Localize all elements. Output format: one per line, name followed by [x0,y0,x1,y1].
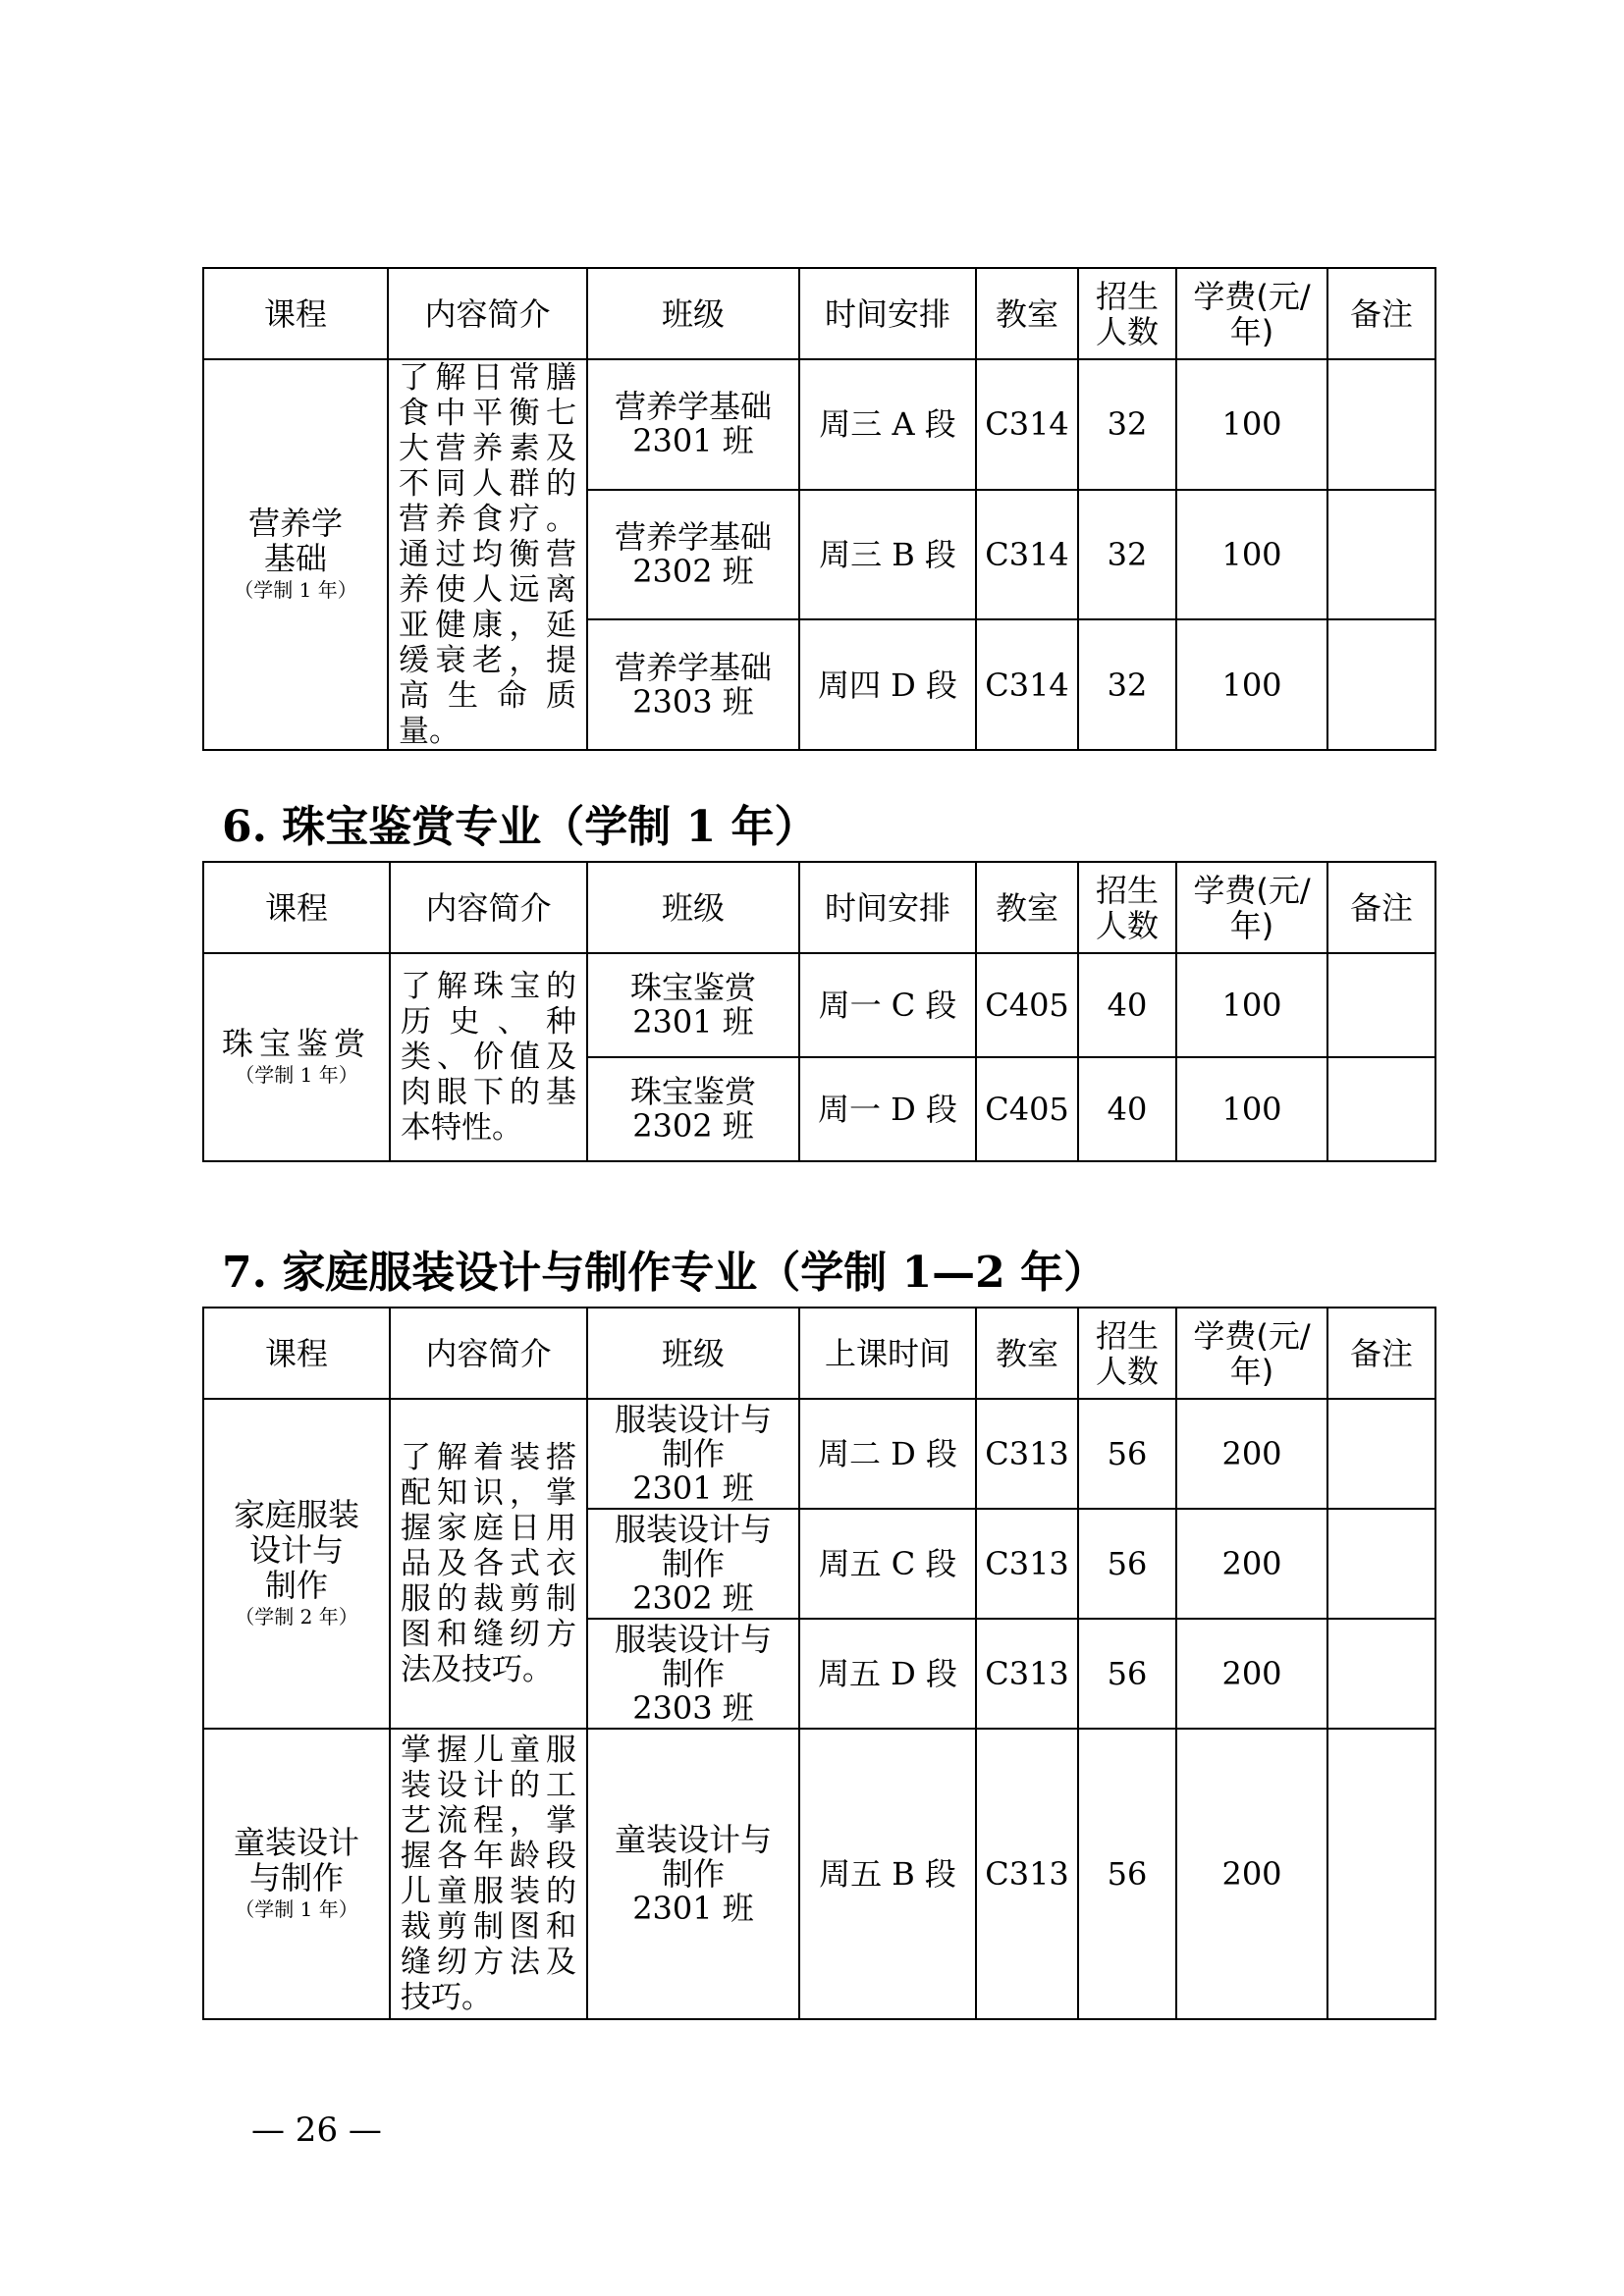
note-cell [1327,1057,1435,1161]
time-cell: 周五 B 段 [799,1729,976,2019]
header-fee-text: 学费(元/年) [1193,1316,1311,1390]
class-cell [587,953,799,1057]
room-cell: C313 [976,1619,1078,1729]
header-course: 课程 [203,1308,390,1399]
fee-cell: 100 [1176,490,1327,620]
room-cell: C314 [976,619,1078,750]
enrollment-cell: 40 [1078,953,1176,1057]
header-enrollment [1078,862,1176,953]
course-intro: 了解珠宝的历史、种类、价值及肉眼下的基本特性。 [401,969,576,1146]
time-cell: 周二 D 段 [799,1399,976,1509]
intro-cell [388,359,587,750]
header-room: 教室 [976,1308,1078,1399]
header-note: 备注 [1327,1308,1435,1399]
course-intro: 掌握儿童服装设计的工艺流程，掌握各年龄段儿童服装的裁剪制图和缝纫方法及技巧。 [401,1733,576,2015]
course-name-line1: 营养学 [247,505,343,542]
header-room: 教室 [976,268,1078,359]
class-cell [587,1729,799,2019]
course-cell [203,1399,390,1729]
course-name-line2: 与制作 [248,1859,344,1896]
table-row [203,359,1435,490]
fee-cell: 200 [1176,1509,1327,1619]
course-name: 珠宝鉴赏 [221,1025,371,1062]
course-cell [203,1729,390,2019]
class-name: 营养学基础 [614,648,772,686]
page-number: — 26 — [251,2110,382,2150]
class-cell [587,359,799,490]
header-enrollment [1078,268,1176,359]
enrollment-cell: 32 [1078,619,1176,750]
class-cell [587,1619,799,1729]
header-intro: 内容简介 [388,268,587,359]
note-cell [1327,1509,1435,1619]
room-cell: C314 [976,359,1078,490]
time-cell: 周一 D 段 [799,1057,976,1161]
header-fee-text: 学费(元/年) [1193,871,1311,944]
enrollment-cell: 32 [1078,490,1176,620]
class-cell [587,619,799,750]
course-intro: 了解日常膳食中平衡七大营养素及不同人群的营养食疗。通过均衡营养使人远离亚健康，延缓衰老，提高生命质量。 [399,360,576,749]
class-cell [587,1057,799,1161]
time-cell: 周三 B 段 [799,490,976,620]
class-number: 2302 班 [632,552,754,590]
course-name-line2: 设计与 [248,1531,344,1569]
header-class: 班级 [587,1308,799,1399]
time-cell: 周五 D 段 [799,1619,976,1729]
header-fee [1176,268,1327,359]
room-cell: C313 [976,1509,1078,1619]
course-name-line1: 家庭服装 [233,1496,359,1533]
enrollment-cell: 56 [1078,1399,1176,1509]
course-duration: （学制 1 年） [234,578,357,602]
fee-cell: 100 [1176,1057,1327,1161]
class-number: 2301 班 [632,1889,754,1927]
room-cell: C405 [976,1057,1078,1161]
class-name: 服装设计与 [614,1400,772,1438]
course-cell [203,953,390,1161]
enrollment-cell: 56 [1078,1729,1176,2019]
header-intro: 内容简介 [390,862,587,953]
note-cell [1327,1399,1435,1509]
fee-cell: 100 [1176,619,1327,750]
header-enrollment-text: 招生人数 [1095,277,1159,350]
room-cell: C313 [976,1729,1078,2019]
class-name: 服装设计与 [614,1510,772,1548]
fee-cell: 100 [1176,359,1327,490]
room-cell: C313 [976,1399,1078,1509]
class-name: 珠宝鉴赏 [629,1073,756,1110]
table-header-row [203,862,1435,953]
fee-cell: 200 [1176,1399,1327,1509]
note-cell [1327,619,1435,750]
class-name: 珠宝鉴赏 [629,969,756,1006]
class-number: 2303 班 [632,682,754,721]
class-name-2: 制作 [661,1854,725,1893]
class-cell [587,1399,799,1509]
table-row [203,1399,1435,1509]
class-name-2: 制作 [661,1654,725,1692]
note-cell [1327,953,1435,1057]
class-name: 服装设计与 [614,1620,772,1658]
intro-cell [390,1729,587,2019]
header-room: 教室 [976,862,1078,953]
class-cell [587,1509,799,1619]
course-duration: （学制 1 年） [235,1897,358,1921]
note-cell [1327,1619,1435,1729]
course-duration: （学制 1 年） [235,1063,358,1087]
clothing-table [202,1307,1436,2020]
header-course: 课程 [203,268,388,359]
table-header-row [203,268,1435,359]
time-cell: 周一 C 段 [799,953,976,1057]
section-heading-jewelry: 6. 珠宝鉴赏专业（学制 1 年） [222,802,818,852]
header-class: 班级 [587,862,799,953]
jewelry-table [202,861,1436,1162]
nutrition-table [202,267,1436,751]
table-row [203,953,1435,1057]
class-number: 2302 班 [632,1107,754,1145]
section-heading-clothing: 7. 家庭服装设计与制作专业（学制 1—2 年） [222,1248,1108,1298]
header-time: 时间安排 [799,268,976,359]
header-course: 课程 [203,862,390,953]
course-intro: 了解着装搭配知识，掌握家庭日用品及各式衣服的裁剪制图和缝纫方法及技巧。 [401,1440,576,1687]
class-cell [587,490,799,620]
time-cell: 周五 C 段 [799,1509,976,1619]
class-number: 2302 班 [632,1578,754,1617]
room-cell: C405 [976,953,1078,1057]
header-intro: 内容简介 [390,1308,587,1399]
header-fee [1176,1308,1327,1399]
enrollment-cell: 56 [1078,1509,1176,1619]
course-name-line3: 制作 [264,1567,328,1604]
class-name: 营养学基础 [614,388,772,426]
time-cell: 周三 A 段 [799,359,976,490]
table-row [203,1729,1435,2019]
class-name: 童装设计与 [614,1820,772,1858]
note-cell [1327,359,1435,490]
enrollment-cell: 56 [1078,1619,1176,1729]
class-number: 2301 班 [632,1468,754,1507]
class-number: 2303 班 [632,1688,754,1727]
course-name-line1: 童装设计 [233,1824,359,1861]
fee-cell: 100 [1176,953,1327,1057]
note-cell [1327,490,1435,620]
time-cell: 周四 D 段 [799,619,976,750]
header-note: 备注 [1327,862,1435,953]
header-enrollment [1078,1308,1176,1399]
intro-cell [390,1399,587,1729]
enrollment-cell: 40 [1078,1057,1176,1161]
class-number: 2301 班 [632,1003,754,1041]
header-fee-text: 学费(元/年) [1193,277,1311,350]
header-enrollment-text: 招生人数 [1095,1316,1159,1390]
course-name-line2: 基础 [263,540,327,577]
table-header-row [203,1308,1435,1399]
enrollment-cell: 32 [1078,359,1176,490]
header-enrollment-text: 招生人数 [1095,871,1159,944]
header-time: 时间安排 [799,862,976,953]
header-fee [1176,862,1327,953]
header-class: 班级 [587,268,799,359]
class-number: 2301 班 [632,422,754,460]
class-name-2: 制作 [661,1434,725,1472]
intro-cell [390,953,587,1161]
header-note: 备注 [1327,268,1435,359]
fee-cell: 200 [1176,1729,1327,2019]
fee-cell: 200 [1176,1619,1327,1729]
course-duration: （学制 2 年） [235,1605,358,1629]
note-cell [1327,1729,1435,2019]
course-cell [203,359,388,750]
class-name: 营养学基础 [614,517,772,556]
header-time: 上课时间 [799,1308,976,1399]
room-cell: C314 [976,490,1078,620]
class-name-2: 制作 [661,1544,725,1582]
